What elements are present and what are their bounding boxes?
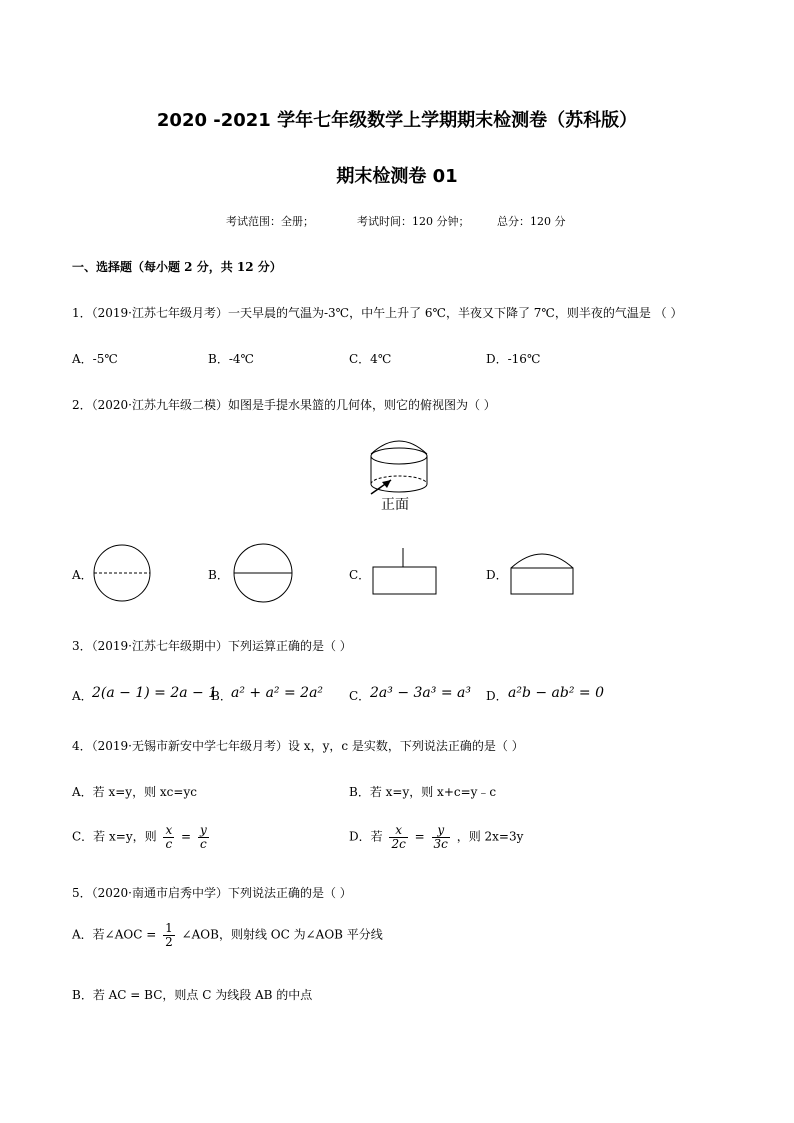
question-4-option-d-fraction-1: $\frac{x}{2c}$ (391, 823, 406, 851)
question-3-option-c-label: C． (349, 689, 371, 703)
option-c-rect-handle-icon (372, 548, 442, 598)
exam-total-score: 总分：120 分 (497, 215, 566, 228)
question-3-option-b-label: B． (211, 689, 232, 703)
question-4-option-d-fraction-2: $\frac{y}{3c}$ (433, 823, 448, 851)
question-5-option-a-fraction: $\frac{1}{2}$ (165, 921, 173, 949)
question-3-option-c-expr: 2a³ − 3a³ = a³ (370, 685, 471, 701)
question-3-option-b-expr: a² + a² = 2a² (231, 685, 324, 701)
exam-time: 考试时间：120 分钟； (357, 215, 470, 228)
option-d-rect-arc-icon (510, 546, 580, 598)
question-4-option-d-prefix: D．若 (349, 829, 383, 844)
question-3-option-a-expr: 2(a − 1) = 2a − 1 (92, 685, 218, 701)
question-2-option-d-label: D． (486, 568, 508, 582)
question-2-option-b-label: B． (208, 568, 229, 582)
question-3-option-d-expr: a²b − ab² = 0 (508, 685, 605, 701)
question-1-stem: 1．（2019·江苏七年级月考）一天早晨的气温为-3℃，中午上升了 6℃，半夜又下降了 7℃，则半夜的气温是 （ ） (72, 306, 683, 320)
question-2-option-a-label: A． (72, 568, 93, 582)
question-4-option-d: D．若 $\frac{x}{2c}$ = $\frac{y}{3c}$ ，则 2x=3y (349, 823, 524, 851)
question-4-option-c-fraction-2: $\frac{y}{c}$ (199, 823, 207, 851)
question-4-option-c-prefix: C．若 x=y，则 (72, 829, 157, 844)
question-1-option-d: D．-16℃ (486, 352, 541, 366)
figure-label-front: 正面 (381, 497, 409, 513)
option-a-circle-dashed-icon (92, 543, 152, 603)
question-4-option-d-suffix: ，则 2x=3y (456, 829, 524, 844)
question-1-option-a: A．-5℃ (72, 352, 118, 366)
page-title: 2020 -2021 学年七年级数学上学期期末检测卷（苏科版） (156, 110, 638, 131)
question-3-option-a-label: A． (72, 689, 93, 703)
option-b-circle-solid-icon (233, 543, 293, 603)
question-4-option-c: C．若 x=y，则 $\frac{x}{c}$ = $\frac{y}{c}$ (72, 823, 207, 851)
question-2-option-c-label: C． (349, 568, 371, 582)
exam-scope: 考试范围：全册； (226, 215, 314, 228)
question-3-stem: 3．（2019·江苏七年级期中）下列运算正确的是（ ） (72, 639, 352, 653)
question-5-option-b: B．若 AC = BC，则点 C 为线段 AB 的中点 (72, 988, 313, 1002)
question-4-stem: 4．（2019·无锡市新安中学七年级月考）设 x，y，c 是实数，下列说法正确的是（ ） (72, 739, 524, 753)
question-2-stem: 2．（2020·江苏九年级二模）如图是手提水果篮的几何体，则它的俯视图为（ ） (72, 398, 496, 412)
question-4-option-c-fraction-1: $\frac{x}{c}$ (165, 823, 173, 851)
question-4-option-b: B．若 x=y，则 x+c=y﹣c (349, 785, 497, 799)
question-5-stem: 5．（2020·南通市启秀中学）下列说法正确的是（ ） (72, 886, 352, 900)
question-1-option-b: B．-4℃ (208, 352, 254, 366)
question-5-option-a: A．若∠AOC = $\frac{1}{2}$ ∠AOB，则射线 OC 为∠AOB 平分线 (72, 921, 383, 949)
question-4-option-a: A．若 x=y，则 xc=yc (72, 785, 197, 799)
section-heading: 一、选择题（每小题 2 分，共 12 分） (72, 260, 282, 274)
question-1-option-c: C．4℃ (349, 352, 392, 366)
question-3-option-d-label: D． (486, 689, 508, 703)
page-subtitle: 期末检测卷 01 (336, 166, 458, 187)
